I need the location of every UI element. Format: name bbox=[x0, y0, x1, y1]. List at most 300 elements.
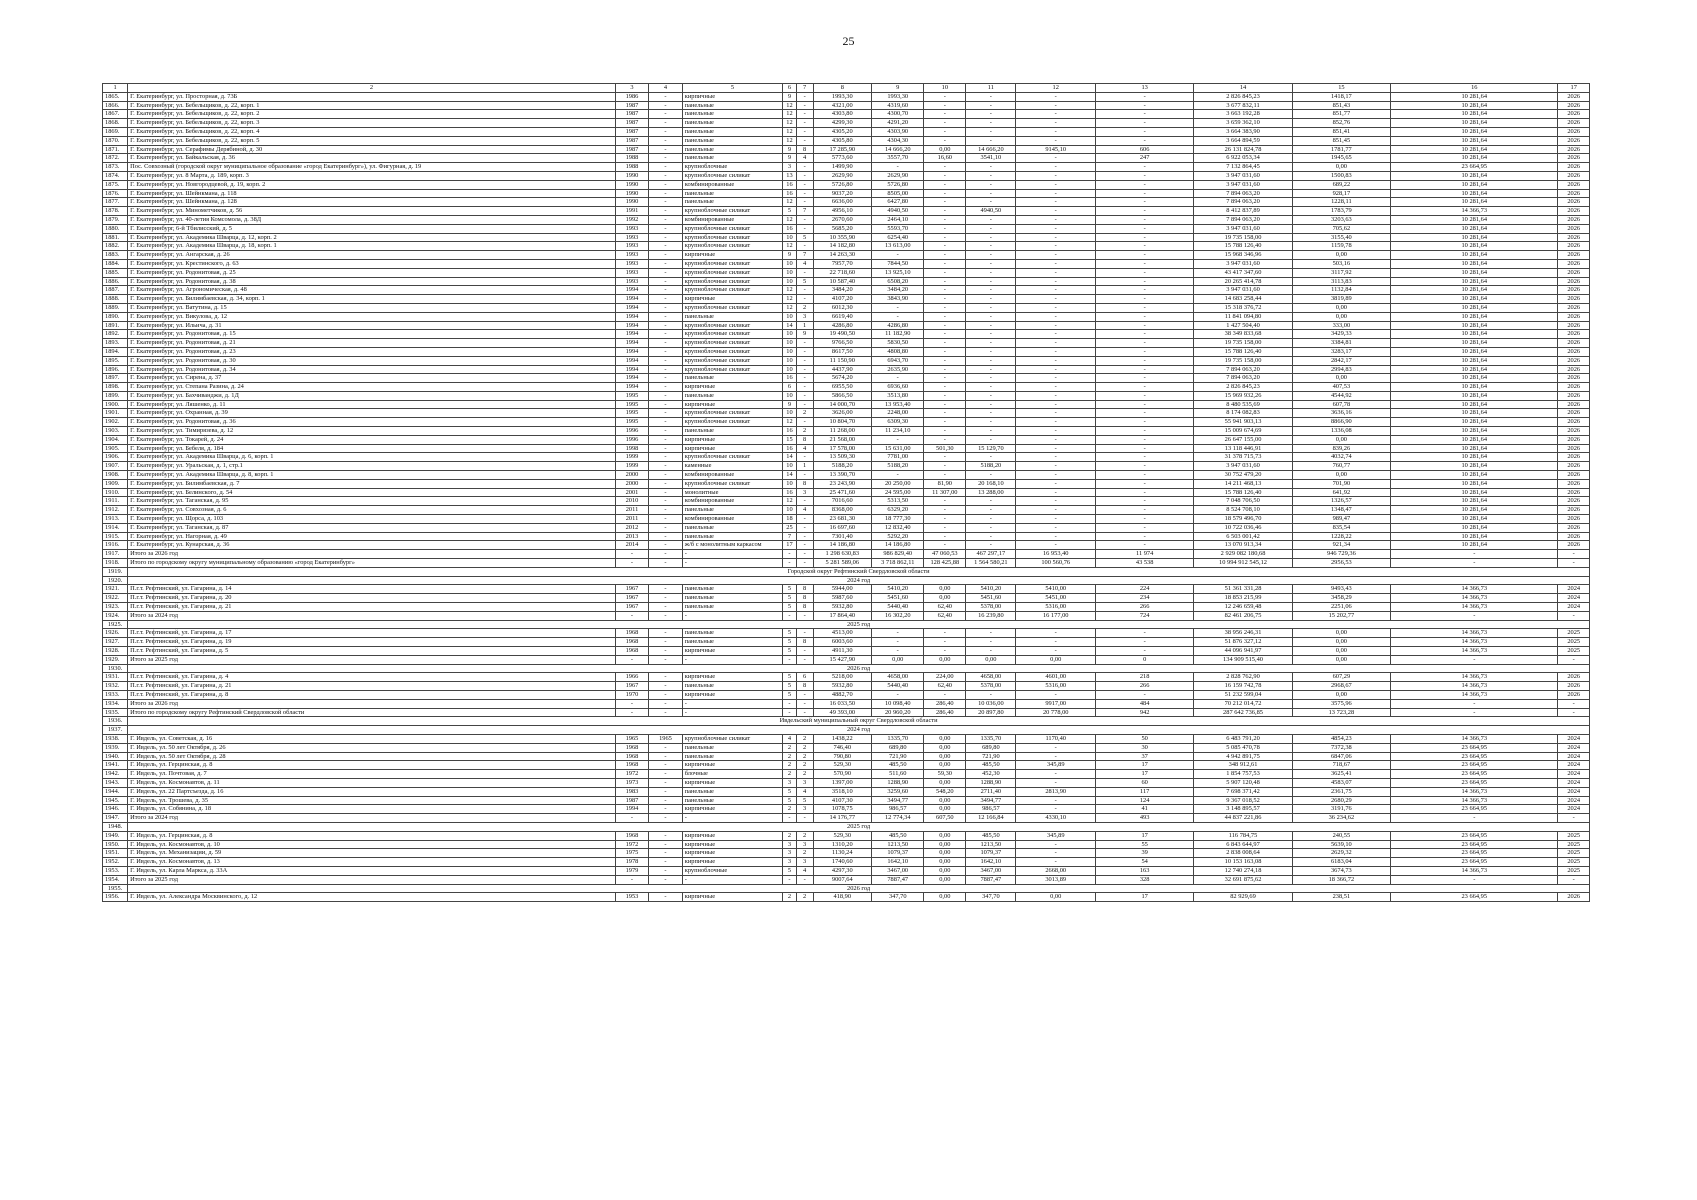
table-cell: - bbox=[649, 673, 682, 682]
table-cell: - bbox=[796, 356, 813, 365]
table-cell: - bbox=[796, 497, 813, 506]
table-cell: 11 307,00 bbox=[924, 488, 966, 497]
table-cell: - bbox=[649, 462, 682, 471]
table-cell: - bbox=[924, 242, 966, 251]
table-cell: 9766,50 bbox=[813, 339, 872, 348]
table-cell: - bbox=[1016, 497, 1096, 506]
table-cell: 0,00 bbox=[1292, 655, 1390, 664]
table-cell: - bbox=[1016, 242, 1096, 251]
table-cell: 2251,06 bbox=[1292, 603, 1390, 612]
table-cell: 2629,32 bbox=[1292, 849, 1390, 858]
table-cell: 2026 bbox=[1558, 233, 1590, 242]
table-cell: 23 664,95 bbox=[1391, 761, 1558, 770]
table-row bbox=[103, 444, 1590, 453]
address-cell: Г. Ивдель, ул. Герцинская, д. 8 bbox=[128, 761, 616, 770]
table-cell: панельные bbox=[682, 629, 782, 638]
column-header: 12 bbox=[1016, 84, 1096, 93]
address-cell: Г. Екатеринбург, 6-й Тбилисский, д. 5 bbox=[128, 224, 616, 233]
table-cell: 5410,00 bbox=[1016, 585, 1096, 594]
table-cell: 59,30 bbox=[924, 770, 966, 779]
table-cell: - bbox=[924, 629, 966, 638]
table-cell: 11 182,90 bbox=[872, 330, 924, 339]
table-cell: - bbox=[1016, 163, 1096, 172]
table-cell: 1993 bbox=[615, 242, 648, 251]
table-cell: 11 234,10 bbox=[872, 427, 924, 436]
table-cell: - bbox=[1095, 136, 1193, 145]
table-cell: - bbox=[649, 523, 682, 532]
table-cell: 128 425,88 bbox=[924, 559, 966, 568]
table-cell: - bbox=[1016, 523, 1096, 532]
address-cell: Г. Ивдель, ул. Космонавтов, д. 11 bbox=[128, 778, 616, 787]
table-cell: 2024 bbox=[1558, 585, 1590, 594]
table-cell: 2024 bbox=[1558, 805, 1590, 814]
table-cell: 570,90 bbox=[813, 770, 872, 779]
table-cell: 0,00 bbox=[1292, 435, 1390, 444]
table-cell: 689,80 bbox=[872, 743, 924, 752]
table-cell: - bbox=[924, 506, 966, 515]
table-cell: - bbox=[796, 180, 813, 189]
table-cell: 1170,40 bbox=[1016, 734, 1096, 743]
row-number: 1939. bbox=[103, 743, 128, 752]
table-cell: - bbox=[783, 611, 797, 620]
table-cell: 23 664,95 bbox=[1391, 893, 1558, 902]
table-cell: - bbox=[1095, 110, 1193, 119]
address-cell: Г. Екатеринбург, ул. Бебельщиков, д. 22, корп. 2 bbox=[128, 110, 616, 119]
row-number: 1916. bbox=[103, 541, 128, 550]
table-cell: 1995 bbox=[615, 400, 648, 409]
table-cell: 5 bbox=[796, 796, 813, 805]
row-number: 1896. bbox=[103, 365, 128, 374]
table-row bbox=[103, 145, 1590, 154]
address-cell: П.г.т. Рефтинский, ул. Гагарина, д. 21 bbox=[128, 682, 616, 691]
table-cell: - bbox=[1016, 374, 1096, 383]
table-cell: - bbox=[649, 761, 682, 770]
table-cell: комбинированные bbox=[682, 180, 782, 189]
table-cell: панельные bbox=[682, 682, 782, 691]
table-cell: - bbox=[796, 92, 813, 101]
table-cell: 2361,75 bbox=[1292, 787, 1390, 796]
table-row bbox=[103, 180, 1590, 189]
table-cell: - bbox=[966, 251, 1016, 260]
table-cell: 0,00 bbox=[1292, 690, 1390, 699]
table-cell: - bbox=[796, 119, 813, 128]
table-cell: - bbox=[924, 136, 966, 145]
address-cell: Г. Екатеринбург, ул. Тимирязева, д. 12 bbox=[128, 427, 616, 436]
table-cell: - bbox=[1016, 198, 1096, 207]
table-cell: 4 bbox=[796, 787, 813, 796]
table-cell: 2 826 845,23 bbox=[1194, 383, 1292, 392]
table-cell: 5830,50 bbox=[872, 339, 924, 348]
table-cell: 4304,30 bbox=[872, 136, 924, 145]
table-cell: 3 677 832,11 bbox=[1194, 101, 1292, 110]
table-cell: - bbox=[966, 453, 1016, 462]
table-cell: 23 664,95 bbox=[1391, 840, 1558, 849]
table-cell: 54 bbox=[1095, 858, 1193, 867]
table-row bbox=[103, 866, 1590, 875]
table-cell: 10 bbox=[783, 233, 797, 242]
table-cell: - bbox=[966, 647, 1016, 656]
table-cell: - bbox=[966, 198, 1016, 207]
table-cell: 946 729,36 bbox=[1292, 550, 1390, 559]
address-cell: Г. Екатеринбург, ул. Совхозная, д. 6 bbox=[128, 506, 616, 515]
table-cell: 8 bbox=[796, 594, 813, 603]
table-cell: 15 427,90 bbox=[813, 655, 872, 664]
row-number: 1955. bbox=[103, 884, 128, 893]
table-cell: 14 366,73 bbox=[1391, 629, 1558, 638]
table-row bbox=[103, 655, 1590, 664]
table-cell: 0,00 bbox=[924, 752, 966, 761]
table-cell: 20 250,00 bbox=[872, 479, 924, 488]
table-cell: 10 587,40 bbox=[813, 277, 872, 286]
table-cell: 14 182,80 bbox=[813, 242, 872, 251]
table-cell: комбинированные bbox=[682, 497, 782, 506]
table-cell: - bbox=[1016, 295, 1096, 304]
table-cell: 3 664 894,59 bbox=[1194, 136, 1292, 145]
table-cell: блочные bbox=[682, 770, 782, 779]
table-cell: крупноблочные силикат bbox=[682, 268, 782, 277]
table-cell: 4940,50 bbox=[966, 207, 1016, 216]
table-cell: 10 281,64 bbox=[1391, 347, 1558, 356]
table-cell: 5378,00 bbox=[966, 682, 1016, 691]
table-cell: 1642,10 bbox=[872, 858, 924, 867]
table-cell: 70 212 014,72 bbox=[1194, 699, 1292, 708]
table-cell: - bbox=[966, 638, 1016, 647]
table-cell: 3 bbox=[796, 858, 813, 867]
table-cell: 3 947 031,60 bbox=[1194, 224, 1292, 233]
table-cell: - bbox=[966, 295, 1016, 304]
table-cell: - bbox=[649, 224, 682, 233]
table-cell: 1310,20 bbox=[813, 840, 872, 849]
table-cell: - bbox=[649, 409, 682, 418]
table-cell: - bbox=[924, 383, 966, 392]
table-cell: 117 bbox=[1095, 787, 1193, 796]
table-cell: 10 bbox=[783, 347, 797, 356]
table-cell: крупноблочные bbox=[682, 163, 782, 172]
table-cell: 1987 bbox=[615, 101, 648, 110]
table-cell: - bbox=[1095, 435, 1193, 444]
row-number: 1903. bbox=[103, 427, 128, 436]
table-row bbox=[103, 259, 1590, 268]
table-cell: 9 bbox=[783, 92, 797, 101]
table-cell: - bbox=[796, 690, 813, 699]
table-cell: 5 bbox=[783, 207, 797, 216]
table-cell: - bbox=[649, 787, 682, 796]
table-cell: 2026 bbox=[1558, 515, 1590, 524]
table-cell: 0,00 bbox=[1292, 629, 1390, 638]
table-cell: панельные bbox=[682, 787, 782, 796]
table-cell: 3467,00 bbox=[872, 866, 924, 875]
table-cell: 134 909 515,40 bbox=[1194, 655, 1292, 664]
table-cell: - bbox=[796, 532, 813, 541]
table-cell: 7887,47 bbox=[872, 875, 924, 884]
row-number: 1866. bbox=[103, 101, 128, 110]
table-cell: - bbox=[1016, 101, 1096, 110]
table-cell: 10 bbox=[783, 356, 797, 365]
table-cell: 10 281,64 bbox=[1391, 119, 1558, 128]
table-cell: 10 281,64 bbox=[1391, 127, 1558, 136]
table-cell: - bbox=[966, 690, 1016, 699]
table-cell: 1 427 504,40 bbox=[1194, 321, 1292, 330]
table-cell: кирпичные bbox=[682, 831, 782, 840]
table-cell: - bbox=[1558, 708, 1590, 717]
address-cell: П.г.т. Рефтинский, ул. Гагарина, д. 17 bbox=[128, 629, 616, 638]
table-cell: 5593,70 bbox=[872, 224, 924, 233]
table-cell: 718,67 bbox=[1292, 761, 1390, 770]
table-cell: 2 bbox=[796, 849, 813, 858]
table-cell: - bbox=[924, 638, 966, 647]
table-cell: 347,70 bbox=[966, 893, 1016, 902]
table-cell: крупноблочные силикат bbox=[682, 365, 782, 374]
table-cell: 10 281,64 bbox=[1391, 427, 1558, 436]
table-cell: 11 841 094,80 bbox=[1194, 312, 1292, 321]
table-cell: 3819,89 bbox=[1292, 295, 1390, 304]
table-cell: 3 664 383,90 bbox=[1194, 127, 1292, 136]
table-row bbox=[103, 734, 1590, 743]
table-row bbox=[103, 690, 1590, 699]
table-cell: 9 bbox=[783, 145, 797, 154]
table-cell: 4032,74 bbox=[1292, 453, 1390, 462]
table-cell: 5 bbox=[783, 866, 797, 875]
table-row bbox=[103, 752, 1590, 761]
table-cell: - bbox=[1016, 453, 1096, 462]
table-cell: 43 538 bbox=[1095, 559, 1193, 568]
row-number: 1952. bbox=[103, 858, 128, 867]
table-cell: - bbox=[924, 207, 966, 216]
table-cell: 9 367 018,52 bbox=[1194, 796, 1292, 805]
table-cell: - bbox=[1095, 339, 1193, 348]
table-cell: 10 281,64 bbox=[1391, 479, 1558, 488]
table-cell: 16 159 742,78 bbox=[1194, 682, 1292, 691]
table-cell: 17 bbox=[1095, 770, 1193, 779]
table-cell: 2629,90 bbox=[872, 171, 924, 180]
section-row bbox=[103, 576, 1590, 585]
row-number: 1912. bbox=[103, 506, 128, 515]
table-cell: - bbox=[1016, 259, 1096, 268]
table-cell: 18 579 496,70 bbox=[1194, 515, 1292, 524]
table-cell: - bbox=[1016, 444, 1096, 453]
table-cell: - bbox=[1558, 611, 1590, 620]
table-cell: - bbox=[649, 585, 682, 594]
table-cell: 10 281,64 bbox=[1391, 488, 1558, 497]
table-cell: крупноблочные силикат bbox=[682, 207, 782, 216]
table-cell: 10 281,64 bbox=[1391, 268, 1558, 277]
table-cell: комбинированные bbox=[682, 515, 782, 524]
table-cell: - bbox=[649, 330, 682, 339]
table-cell: 13 509,30 bbox=[813, 453, 872, 462]
table-cell: 2026 bbox=[1558, 224, 1590, 233]
table-cell: 2956,53 bbox=[1292, 559, 1390, 568]
row-number: 1901. bbox=[103, 409, 128, 418]
address-cell: Г. Екатеринбург, ул. Нагорная, д. 49 bbox=[128, 532, 616, 541]
table-cell: 13 925,10 bbox=[872, 268, 924, 277]
table-cell: - bbox=[1016, 479, 1096, 488]
table-cell: 511,60 bbox=[872, 770, 924, 779]
table-cell: 760,77 bbox=[1292, 462, 1390, 471]
table-cell: 1968 bbox=[615, 752, 648, 761]
column-header: 11 bbox=[966, 84, 1016, 93]
table-cell: - bbox=[966, 180, 1016, 189]
table-cell: 10 281,64 bbox=[1391, 400, 1558, 409]
table-cell: 1995 bbox=[615, 391, 648, 400]
table-cell: 2026 bbox=[1558, 92, 1590, 101]
table-cell: панельные bbox=[682, 391, 782, 400]
table-cell: 13 118 446,91 bbox=[1194, 444, 1292, 453]
table-cell: - bbox=[649, 875, 682, 884]
table-cell: кирпичные bbox=[682, 849, 782, 858]
table-cell: 10 281,64 bbox=[1391, 506, 1558, 515]
table-cell: 14 176,77 bbox=[813, 814, 872, 823]
table-cell: 1781,77 bbox=[1292, 145, 1390, 154]
table-cell: панельные bbox=[682, 154, 782, 163]
table-row bbox=[103, 101, 1590, 110]
table-cell: 1336,08 bbox=[1292, 427, 1390, 436]
table-cell: 1990 bbox=[615, 189, 648, 198]
table-cell: 23 681,30 bbox=[813, 515, 872, 524]
table-cell: 6 bbox=[783, 383, 797, 392]
table-cell: 10 281,64 bbox=[1391, 136, 1558, 145]
table-cell: 942 bbox=[1095, 708, 1193, 717]
table-cell: панельные bbox=[682, 427, 782, 436]
table-cell: - bbox=[649, 814, 682, 823]
table-cell: - bbox=[966, 119, 1016, 128]
table-cell: 6955,50 bbox=[813, 383, 872, 392]
table-cell: 4300,70 bbox=[872, 110, 924, 119]
table-cell: 1 bbox=[796, 462, 813, 471]
table-cell: 2 838 008,64 bbox=[1194, 849, 1292, 858]
table-cell: 10 281,64 bbox=[1391, 189, 1558, 198]
table-cell: - bbox=[1016, 400, 1096, 409]
table-cell: крупноблочные силикат bbox=[682, 418, 782, 427]
table-cell: 1967 bbox=[615, 682, 648, 691]
table-cell: - bbox=[796, 418, 813, 427]
row-number: 1953. bbox=[103, 866, 128, 875]
table-row bbox=[103, 312, 1590, 321]
table-cell: 10 281,64 bbox=[1391, 532, 1558, 541]
table-cell: 23 664,95 bbox=[1391, 831, 1558, 840]
table-cell: 2026 bbox=[1558, 189, 1590, 198]
table-cell: 689,22 bbox=[1292, 180, 1390, 189]
address-cell: Г. Екатеринбург, ул. Уральская, д. 1, стр.1 bbox=[128, 462, 616, 471]
column-header: 17 bbox=[1558, 84, 1590, 93]
table-row bbox=[103, 347, 1590, 356]
table-cell: кирпичные bbox=[682, 893, 782, 902]
table-cell: 10 bbox=[783, 409, 797, 418]
table-cell: - bbox=[1016, 805, 1096, 814]
table-body bbox=[103, 84, 1590, 902]
table-cell: - bbox=[649, 374, 682, 383]
page-number: 25 bbox=[842, 34, 855, 48]
table-cell: - bbox=[783, 550, 797, 559]
address-cell: П.г.т. Рефтинский, ул. Гагарина, д. 8 bbox=[128, 690, 616, 699]
table-row bbox=[103, 770, 1590, 779]
table-cell: - bbox=[1095, 286, 1193, 295]
table-cell: 11 974 bbox=[1095, 550, 1193, 559]
table-cell: - bbox=[796, 391, 813, 400]
table-cell: 3 947 031,60 bbox=[1194, 180, 1292, 189]
table-cell: - bbox=[796, 453, 813, 462]
table-cell: 1990 bbox=[615, 171, 648, 180]
table-cell: - bbox=[1016, 215, 1096, 224]
table-cell: 14 366,73 bbox=[1391, 585, 1558, 594]
table-cell: - bbox=[649, 708, 682, 717]
table-cell: 13 bbox=[783, 171, 797, 180]
table-cell: 5674,20 bbox=[813, 374, 872, 383]
table-cell: 4437,90 bbox=[813, 365, 872, 374]
table-cell: 852,76 bbox=[1292, 119, 1390, 128]
row-number: 1898. bbox=[103, 383, 128, 392]
table-cell: 1965 bbox=[615, 734, 648, 743]
table-cell: - bbox=[649, 303, 682, 312]
table-cell: 3843,90 bbox=[872, 295, 924, 304]
table-cell: - bbox=[796, 365, 813, 374]
table-cell: 14 366,73 bbox=[1391, 207, 1558, 216]
row-number: 1893. bbox=[103, 339, 128, 348]
table-cell: 16 bbox=[783, 488, 797, 497]
table-cell: - bbox=[924, 409, 966, 418]
table-cell: 1975 bbox=[615, 849, 648, 858]
address-cell: Г. Екатеринбург, ул. Ляшенко, д. 11 bbox=[128, 400, 616, 409]
table-cell: 8 bbox=[796, 638, 813, 647]
row-number: 1865. bbox=[103, 92, 128, 101]
table-cell: - bbox=[966, 374, 1016, 383]
table-cell: 2 826 845,23 bbox=[1194, 92, 1292, 101]
table-cell: - bbox=[783, 559, 797, 568]
table-cell: 25 471,60 bbox=[813, 488, 872, 497]
table-cell: 2026 bbox=[1558, 198, 1590, 207]
table-cell: 12 bbox=[783, 295, 797, 304]
table-cell: 23 664,95 bbox=[1391, 743, 1558, 752]
table-cell: 2026 bbox=[1558, 163, 1590, 172]
section-row bbox=[103, 567, 1590, 576]
address-cell: Г. Екатеринбург, ул. Родонитовая, д. 25 bbox=[128, 268, 616, 277]
table-cell: крупноблочные силикат bbox=[682, 479, 782, 488]
table-cell: 485,50 bbox=[966, 831, 1016, 840]
table-cell: 20 778,00 bbox=[1016, 708, 1096, 717]
table-cell: 0,00 bbox=[924, 585, 966, 594]
table-cell: 1979 bbox=[615, 866, 648, 875]
table-cell: - bbox=[924, 233, 966, 242]
table-cell: 1994 bbox=[615, 330, 648, 339]
table-cell: - bbox=[1095, 163, 1193, 172]
address-cell: П.г.т. Рефтинский, ул. Гагарина, д. 20 bbox=[128, 594, 616, 603]
table-cell: 3384,81 bbox=[1292, 339, 1390, 348]
table-cell: - bbox=[1016, 224, 1096, 233]
table-cell: 5 bbox=[783, 690, 797, 699]
table-cell: 2026 bbox=[1558, 471, 1590, 480]
table-cell: - bbox=[1016, 383, 1096, 392]
table-cell: 17 864,40 bbox=[813, 611, 872, 620]
table-cell: - bbox=[1016, 136, 1096, 145]
table-cell: - bbox=[796, 708, 813, 717]
table-cell: 116 784,75 bbox=[1194, 831, 1292, 840]
row-number: 1906. bbox=[103, 453, 128, 462]
table-cell: 2026 bbox=[1558, 893, 1590, 902]
table-cell: 3458,29 bbox=[1292, 594, 1390, 603]
table-cell: 10 804,70 bbox=[813, 418, 872, 427]
table-cell: 6003,60 bbox=[813, 638, 872, 647]
table-cell: - bbox=[1095, 180, 1193, 189]
table-cell: 7 894 063,20 bbox=[1194, 374, 1292, 383]
table-cell: 18 853 215,99 bbox=[1194, 594, 1292, 603]
address-cell: Г. Екатеринбург, ул. Ватутина, д. 15 bbox=[128, 303, 616, 312]
table-cell: 0,00 bbox=[872, 655, 924, 664]
table-cell: 10 281,64 bbox=[1391, 251, 1558, 260]
table-cell: 10 281,64 bbox=[1391, 154, 1558, 163]
table-cell: 247 bbox=[1095, 154, 1193, 163]
table-cell: 2026 bbox=[1558, 154, 1590, 163]
table-cell: 16 177,00 bbox=[1016, 611, 1096, 620]
table-row bbox=[103, 374, 1590, 383]
